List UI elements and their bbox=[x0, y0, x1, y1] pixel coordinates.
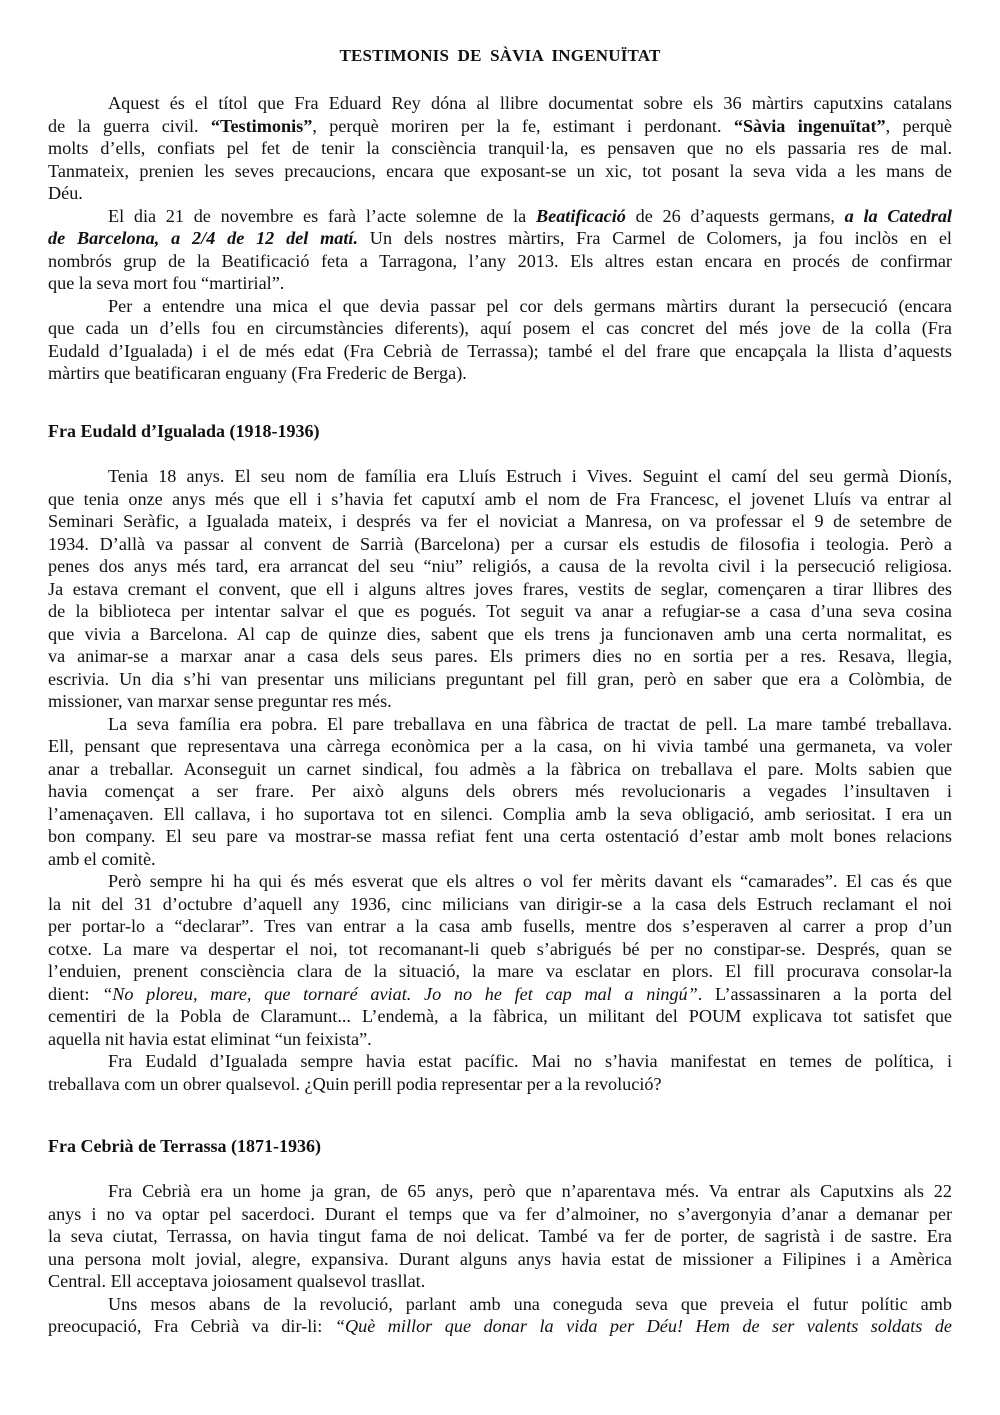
text-line-content: de Barcelona, a 2/4 de 12 del matí. Un dels nostres màrtirs, Fra Carmel de Colomers, ja fou inclòs en el bbox=[48, 228, 952, 248]
text-line-content: treballava com un obrer qualsevol. ¿Quin perill podia representar per a la revolució? bbox=[48, 1073, 662, 1094]
text-line bbox=[48, 578, 952, 600]
text-line-content: escrivia. Un dia s’hi van presentar uns milicians preguntant pel fill gran, però en saber que era a Colòmbia, de bbox=[48, 668, 952, 689]
text-line bbox=[48, 600, 952, 622]
text-line bbox=[48, 555, 952, 577]
text-line-content: penes dos anys més tard, era arrancat del seu “niu” religiós, a causa de la revolta civil i la persecució religiosa. bbox=[48, 556, 952, 576]
section-heading: Fra Cebrià de Terrassa (1871-1936) bbox=[48, 1136, 321, 1156]
text-line-content: amb el comitè. bbox=[48, 848, 156, 869]
text-line bbox=[48, 115, 952, 137]
text-line bbox=[48, 983, 952, 1005]
text-line bbox=[48, 1028, 952, 1050]
text-line bbox=[48, 1050, 952, 1072]
text-line-content: que tenia onze anys més que ell i s’havia fet caputxí amb el nom de Fra Francesc, el jovenet Lluís va entrar al bbox=[48, 488, 952, 509]
text-line bbox=[48, 735, 952, 757]
text-line bbox=[48, 205, 952, 227]
text-line bbox=[48, 137, 952, 159]
text-line-content: màrtirs que beatificaran enguany (Fra Frederic de Berga). bbox=[48, 363, 467, 383]
text-line bbox=[48, 362, 952, 384]
text-line-content: La seva família era pobra. El pare treballava en una fàbrica de tractat de pell. La mare també treballava. bbox=[108, 713, 952, 734]
text-line-content: per portar-lo a “declarar”. Tres van entrar a la casa amb fusells, mentre dos s’esperaven al carrer a prop d’un bbox=[48, 916, 952, 936]
text-line-content: que cada un d’ells fou en circumstàncies diferents), aquí posem el cas concret del més jove de la colla (Fra bbox=[48, 318, 952, 338]
text-line-content: Déu. bbox=[48, 183, 83, 203]
text-line bbox=[48, 690, 952, 712]
text-line bbox=[48, 668, 952, 690]
text-line-content: Aquest és el títol que Fra Eduard Rey dóna al llibre documentat sobre els 36 màrtirs caputxins catalans bbox=[108, 93, 952, 113]
text-line bbox=[48, 758, 952, 780]
text-line-content: Ell, pensant que representava una càrrega econòmica per a la casa, on hi vivia també una germaneta, va voler bbox=[48, 736, 952, 756]
text-line bbox=[48, 250, 952, 272]
text-line-content: preocupació, Fra Cebrià va dir-li: “Què millor que donar la vida per Déu! Hem de ser valents soldats de bbox=[48, 1316, 952, 1336]
text-line-content: que la seva mort fou “martirial”. bbox=[48, 273, 285, 293]
document-title: TESTIMONIS DE SÀVIA INGENUÏTAT bbox=[339, 46, 661, 65]
text-line-content: anys i no va optar pel sacerdoci. Durant el temps que va fer d’almoiner, no s’avergonyia d’anar a demanar per bbox=[48, 1203, 952, 1224]
text-line-content: 1934. D’allà va passar al convent de Sarrià (Barcelona) per a cursar els estudis de filosofia i teologia. Però a bbox=[48, 533, 952, 554]
text-line bbox=[48, 870, 952, 892]
text-line bbox=[48, 780, 952, 802]
text-line-content: que vivia a Barcelona. Al cap de quinze dies, sabent que els trens ja funcionaven amb una certa normalitat, es bbox=[48, 623, 952, 644]
text-line-content: cotxe. La mare va despertar el noi, tot recomanant-li queb s’abrigués bé per no constipar-se. Després, quan se bbox=[48, 938, 952, 959]
text-line-content: Fra Cebrià era un home ja gran, de 65 anys, però que n’aparentava més. Va entrar als Caputxins als 22 bbox=[108, 1181, 952, 1201]
text-line-content: Uns mesos abans de la revolució, parlant amb una coneguda seva que preveia el futur polític amb bbox=[108, 1293, 952, 1314]
text-line bbox=[48, 825, 952, 847]
section-heading: Fra Eudald d’Igualada (1918-1936) bbox=[48, 421, 320, 441]
text-line-content: Per a entendre una mica el que devia passar pel cor dels germans màrtirs durant la persecució (encara bbox=[108, 295, 952, 316]
text-line bbox=[48, 1203, 952, 1225]
text-line-content: dient: “No ploreu, mare, que tornaré aviat. Jo no he fet cap mal a ningú”. L’assassinaren a la porta del bbox=[48, 983, 953, 1004]
text-line bbox=[48, 960, 952, 982]
text-line bbox=[48, 1248, 952, 1270]
text-line bbox=[48, 803, 952, 825]
text-line-content: anar a treballar. Aconseguit un carnet sindical, fou admès a la fàbrica on treballava el pare. Molts sabien que bbox=[48, 758, 952, 779]
text-line-content: la nit del 31 d’octubre d’aquell any 1936, cinc milicians van dirigir-se a la casa dels Estruch reclamant el noi bbox=[48, 893, 952, 914]
text-line bbox=[48, 1005, 952, 1027]
text-line bbox=[48, 533, 952, 555]
text-line-content: havia començat a ser frare. Per això alguns dels obrers més revolucionaris a vegades l’insultaven i bbox=[48, 781, 952, 801]
text-line bbox=[48, 893, 952, 915]
text-line bbox=[48, 92, 952, 114]
text-line bbox=[48, 272, 952, 294]
text-line-content: bon company. El seu pare va mostrar-se massa refiat fent una certa ostentació d’estar amb molt bones relacions bbox=[48, 826, 952, 846]
text-line-content: de la guerra civil. “Testimonis”, perquè moriren per la fe, estimant i perdonant. “Sàvia ingenuïtat”, perquè bbox=[48, 115, 952, 136]
text-line-content: Eudald d’Igualada) i el de més edat (Fra Cebrià de Terrassa); també el del frare que encapçala la llista d’aquests bbox=[48, 340, 952, 361]
text-line bbox=[48, 227, 952, 249]
text-line-content: aquella nit havia estat eliminat “un feixista”. bbox=[48, 1028, 372, 1049]
text-line bbox=[48, 1073, 952, 1095]
text-line-content: Ja estava cremant el convent, que ell i alguns altres joves frares, vestits de seglar, començaren a tirar llibres des bbox=[48, 578, 952, 599]
text-line bbox=[48, 1293, 952, 1315]
text-line-content: Fra Eudald d’Igualada sempre havia estat pacífic. Mai no s’havia manifestat en temes de política, i bbox=[108, 1051, 952, 1071]
text-line bbox=[48, 160, 952, 182]
text-line bbox=[48, 1270, 952, 1292]
text-line-content: Però sempre hi ha qui és més esverat que els altres o vol fer mèrits davant els “camarades”. El cas és que bbox=[108, 871, 952, 891]
text-line bbox=[48, 510, 952, 532]
text-line-content: l’enduien, prenent consciència clara de la situació, la mare va esclatar en plors. El fill procurava consolar-la bbox=[48, 961, 952, 981]
text-line bbox=[48, 938, 952, 960]
text-line-content: l’amenaçaven. Ell callava, i ho suportava tot en silenci. Complia amb la seva obligació, amb seriositat. I era un bbox=[48, 803, 952, 824]
text-line bbox=[48, 295, 952, 317]
text-line bbox=[48, 465, 952, 487]
text-line-content: va animar-se a marxar anar a casa dels seus pares. Els primers dies no en sortia per a res. Resava, llegia, bbox=[48, 646, 952, 666]
text-line-content: la seva ciutat, Terrassa, on havia tingut fama de noi delicat. També va fer de porter, de sagristà i de sastre. Era bbox=[48, 1226, 952, 1246]
text-line-content: Seminari Seràfic, a Igualada mateix, i després va fer el noviciat a Manresa, on va professar el 9 de setembre de bbox=[48, 511, 952, 531]
text-line-content: missioner, van marxar sense preguntar res més. bbox=[48, 691, 392, 711]
text-line bbox=[48, 713, 952, 735]
text-line bbox=[48, 340, 952, 362]
text-line bbox=[48, 182, 952, 204]
text-line-content: Tenia 18 anys. El seu nom de família era Lluís Estruch i Vives. Seguint el camí del seu germà Dionís, bbox=[108, 466, 952, 486]
text-line-content: Central. Ell acceptava joiosament qualsevol trasllat. bbox=[48, 1271, 426, 1291]
text-line-content: El dia 21 de novembre es farà l’acte solemne de la Beatificació de 26 d’aquests germans, a la Catedral bbox=[108, 205, 952, 226]
text-line-content: cementiri de la Pobla de Claramunt... L’endemà, a la fàbrica, un militant del POUM explicava tot satisfet que bbox=[48, 1006, 952, 1026]
text-line bbox=[48, 1225, 952, 1247]
text-line-content: de la biblioteca per intentar salvar el que es pogués. Tot seguit va anar a refugiar-se a casa d’una seva cosina bbox=[48, 601, 952, 621]
text-line-content: nombrós grup de la Beatificació feta a Tarragona, l’any 2013. Els altres estan encara en procés de confirmar bbox=[48, 250, 952, 271]
text-line-content: una persona molt jovial, alegre, expansiva. Durant alguns anys havia estat de missioner a Filipines i a Amèrica bbox=[48, 1248, 952, 1269]
text-line-content: molts d’ells, confiats pel fet de tenir la consciència tranquil·la, es pensaven que no els passaria res de mal. bbox=[48, 138, 952, 158]
text-line bbox=[48, 645, 952, 667]
text-line bbox=[48, 1315, 952, 1337]
text-line bbox=[48, 915, 952, 937]
text-line bbox=[48, 1180, 952, 1202]
text-line-content: Tanmateix, prenien les seves precaucions, encara que exposant-se un xic, tot posant la seva vida a les mans de bbox=[48, 160, 952, 181]
text-line bbox=[48, 488, 952, 510]
text-line bbox=[48, 848, 952, 870]
text-line bbox=[48, 623, 952, 645]
text-line bbox=[48, 317, 952, 339]
